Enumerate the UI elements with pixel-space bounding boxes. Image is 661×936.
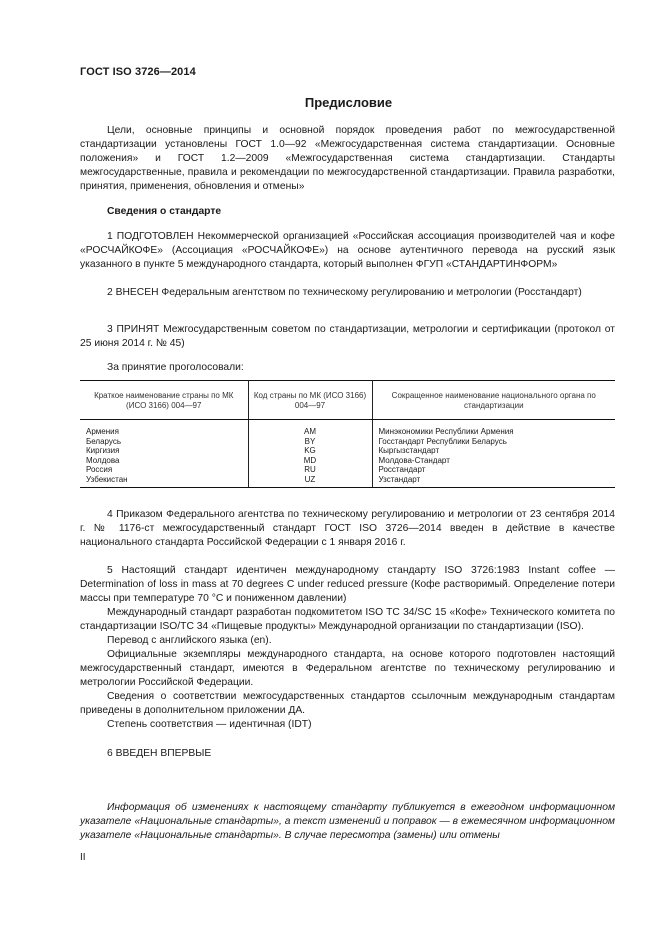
table-row (80, 446, 615, 456)
item-2 (80, 286, 615, 300)
body-cell: Молдова-Стандарт (372, 456, 615, 466)
code-cell: BY (248, 437, 372, 447)
body-cell: Минэкономики Республики Армения (372, 420, 615, 437)
intro-paragraph (80, 124, 615, 194)
country-cell: Россия (80, 465, 248, 475)
standard-code: ГОСТ ISO 3726—2014 (80, 66, 196, 78)
col-header-body: Сокращенное наименование национального органа по стандартизации (372, 381, 615, 420)
item-5-translation: Перевод с английского языка (en). (107, 635, 272, 646)
country-cell: Узбекистан (80, 475, 248, 487)
footnote-text: Информация об изменениях к настоящему стандарту публикуется в ежегодном информационном указателе «Национальные стандарты», а текст изменений и поправок — в ежемесячном информационном указателе «Национальные стандарты». В случае пересмотра (замены) или отмены (80, 802, 615, 841)
states-table (80, 380, 615, 488)
country-cell: Беларусь (80, 437, 248, 447)
code-cell: MD (248, 456, 372, 466)
table-row (80, 475, 615, 487)
country-cell: Армения (80, 420, 248, 437)
table-row (80, 420, 615, 437)
voted-line (80, 361, 615, 375)
body-cell: Госстандарт Республики Беларусь (372, 437, 615, 447)
code-cell: AM (248, 420, 372, 437)
item-5-conformity: Сведения о соответствии межгосударственных стандартов ссылочным международным стандартам приведены в дополнительном приложении ДА. (80, 691, 615, 716)
info-heading: Сведения о стандарте (107, 206, 222, 217)
item-4-text: 4 Приказом Федерального агентства по техническому регулированию и метрологии от 23 сентября 2014 г. № 1176-ст межгосударственный стандарт ГОСТ ISO 3726—2014 введен в действие в качестве национального стандарта Российской Федерации с 1 января 2016 г. (80, 509, 615, 548)
body-cell: Узстандарт (372, 475, 615, 487)
table-row (80, 456, 615, 466)
col-header-code: Код страны по МК (ИСО 3166) 004—97 (248, 381, 372, 420)
code-cell: UZ (248, 475, 372, 487)
table-row (80, 437, 615, 447)
body-cell: Росстандарт (372, 465, 615, 475)
page-title: Предисловие (304, 95, 393, 110)
item-5-text: 5 Настоящий стандарт идентичен международному стандарту ISO 3726:1983 Instant coffee — Determination of loss in mass at 70 degrees C under reduced pressure (Кофе растворимый. Определение потери массы при температуре 70 °С и пониженном давлении) (80, 565, 615, 604)
code-cell: KG (248, 446, 372, 456)
item-1 (80, 230, 615, 272)
item-3 (80, 323, 615, 351)
item-2-text: 2 ВНЕСЕН Федеральным агентством по техническому регулированию и метрологии (Росстандарт) (107, 287, 582, 298)
table-header-row (80, 381, 615, 420)
changes-info-footnote (80, 801, 615, 843)
item-6 (80, 747, 615, 761)
table-row (80, 465, 615, 475)
body-cell: Кыргызстандарт (372, 446, 615, 456)
intro-text: Цели, основные принципы и основной порядок проведения работ по межгосударственной стандартизации установлены ГОСТ 1.0—92 «Межгосударственная система стандартизации. Основные положения» и ГОСТ 1.2—2009 «Межгосударственная система стандартизации. Стандарты межгосударственные, правила и рекомендации по межгосударственной стандартизации. Правила разработки, принятия, применения, обновления и отмены» (80, 125, 615, 192)
page-number: II (80, 852, 86, 863)
item-5-origin: Международный стандарт разработан подкомитетом ISO TC 34/SC 15 «Кофе» Технического комитета по стандартизации ISO/TC 34 «Пищевые продукты» Международной организации по стандартизации (ISO). (80, 607, 615, 632)
col-header-country: Краткое наименование страны по МК (ИСО 3166) 004—97 (80, 381, 248, 420)
item-5 (80, 564, 615, 732)
item-4 (80, 508, 615, 550)
voted-text: За принятие проголосовали: (107, 362, 244, 373)
item-5-official-copies: Официальные экземпляры международного стандарта, на основе которого подготовлен настоящий межгосударственный стандарт, имеются в Федеральном агентстве по техническому регулированию и метрологии Российской Федерации. (80, 649, 615, 688)
country-cell: Киргизия (80, 446, 248, 456)
country-cell: Молдова (80, 456, 248, 466)
item-1-text: 1 ПОДГОТОВЛЕН Некоммерческой организацией «Российская ассоциация производителей чая и кофе «РОСЧАЙКОФЕ» (Ассоциация «РОСЧАЙКОФЕ») на основе аутентичного перевода на русский язык указанного в пункте 5 международного стандарта, который выполнен ФГУП «СТАНДАРТИНФОРМ» (80, 231, 615, 270)
item-6-text: 6 ВВЕДЕН ВПЕРВЫЕ (107, 748, 212, 759)
item-5-degree: Степень соответствия — идентичная (IDT) (107, 719, 312, 730)
item-3-text: 3 ПРИНЯТ Межгосударственным советом по стандартизации, метрологии и сертификации (протокол от 25 июня 2014 г. № 45) (80, 324, 615, 349)
code-cell: RU (248, 465, 372, 475)
